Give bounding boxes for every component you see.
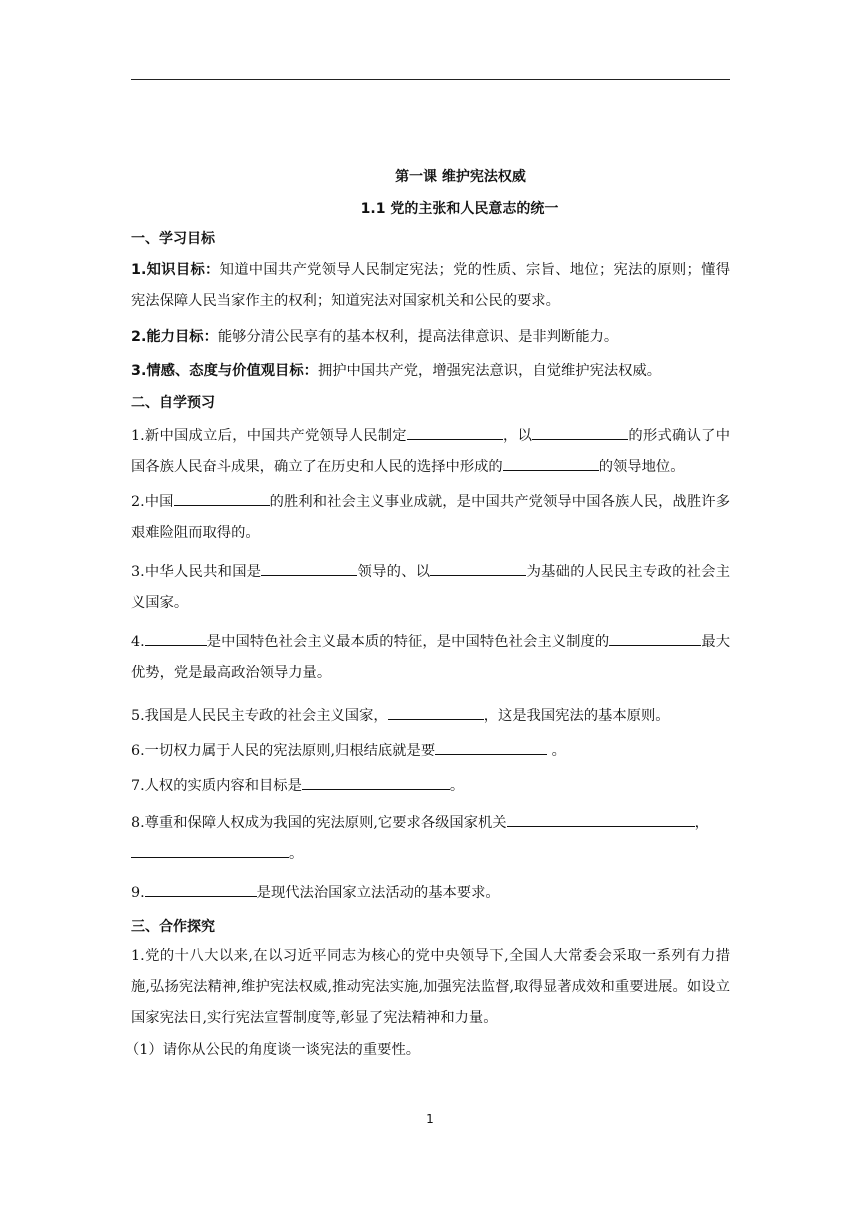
- q8-blank-1[interactable]: [507, 810, 695, 827]
- question-6: [131, 738, 730, 761]
- q8-blank-2[interactable]: [131, 841, 289, 858]
- question-4: [131, 627, 730, 689]
- q9-blank-1[interactable]: [145, 880, 257, 897]
- q1-blank-2[interactable]: [532, 423, 628, 440]
- question-1: [131, 421, 730, 483]
- q3-text-a: 3.中华人民共和国是: [131, 564, 262, 580]
- q1-text-a: 1.新中国成立后，中国共产党领导人民制定: [131, 428, 407, 444]
- heading-learning-goals: 一、学习目标: [131, 231, 215, 247]
- goal-values: [131, 361, 730, 381]
- q9-text-b: 是现代法治国家立法活动的基本要求。: [256, 885, 500, 901]
- q4-blank-1[interactable]: [145, 629, 207, 646]
- q2-text-b: 的胜利和社会主义事业成就，是中国共产党领导中国各族人民，战胜许多艰难险阻而取得的。: [131, 494, 730, 541]
- header-rule: [131, 79, 730, 80]
- heading-self-study: 二、自学预习: [131, 395, 215, 411]
- goal-ability-text: 能够分清公民享有的基本权利，提高法律意识、是非判断能力。: [217, 329, 619, 345]
- q3-blank-1[interactable]: [261, 559, 357, 576]
- q4-text-a: 4.: [131, 634, 145, 650]
- q7-text-b: 。: [449, 778, 465, 794]
- question-7: [131, 773, 730, 796]
- inquiry-paragraph-1: 1.党的十八大以来,在以习近平同志为核心的党中央领导下,全国人大常委会采取一系列有力措施,弘扬宪法精神,维护宪法权威,推动宪法实施,加强宪法监督,取得显著成效和重要进展。如设立国家宪法日,实行宪法宣誓制度等,彰显了宪法精神和力量。: [131, 948, 730, 1026]
- q1-text-c: 的形式确认了中国各族人民奋斗成果，确立了在历史和人民的选择中形成的: [131, 428, 731, 475]
- document-body: [125, 160, 731, 1066]
- q3-text-b: 领导的、以: [357, 564, 431, 580]
- q2-blank-1[interactable]: [174, 489, 270, 506]
- q7-blank-1[interactable]: [302, 773, 450, 790]
- q8-text-a: 8.尊重和保障人权成为我国的宪法原则,它要求各级国家机关: [131, 815, 507, 831]
- q3-blank-2[interactable]: [430, 559, 526, 576]
- q9-text-a: 9.: [131, 885, 145, 901]
- q3-text-c: 为基础的人民民主专政的社会主义国家。: [131, 564, 731, 611]
- q5-text-a: 5.我国是人民民主专政的社会主义国家，: [131, 708, 388, 724]
- question-5: [131, 703, 730, 726]
- page-number: 1: [426, 1112, 434, 1126]
- q4-text-b: 是中国特色社会主义最本质的特征，是中国特色社会主义制度的: [206, 634, 610, 650]
- goal-values-text: 拥护中国共产党，增强宪法意识，自觉维护宪法权威。: [317, 363, 662, 379]
- q4-blank-2[interactable]: [609, 629, 701, 646]
- question-2: [131, 487, 730, 549]
- q1-blank-1[interactable]: [407, 423, 503, 440]
- q5-text-b: ，这是我国宪法的基本原则。: [483, 708, 670, 724]
- lesson-title: 第一课 维护宪法权威: [395, 169, 526, 185]
- goal-values-label: 3.情感、态度与价值观目标：: [131, 363, 318, 379]
- heading-cooperative-inquiry: 三、合作探究: [131, 919, 215, 935]
- q1-text-d: 的领导地位。: [598, 459, 685, 475]
- inquiry-question-1: （1）请你从公民的角度谈一谈宪法的重要性。: [125, 1042, 421, 1058]
- q6-blank-1[interactable]: [435, 738, 547, 755]
- question-9: [131, 880, 730, 903]
- goal-ability-label: 2.能力目标：: [131, 329, 218, 345]
- question-3: [131, 557, 730, 619]
- q5-blank-1[interactable]: [388, 703, 484, 720]
- q4-text-c: 最大优势，党是最高政治领导力量。: [131, 634, 731, 681]
- q8-text-b: ，: [694, 815, 709, 831]
- section-subtitle: 1.1 党的主张和人民意志的统一: [360, 201, 559, 217]
- q8-text-c: 。: [289, 846, 304, 862]
- q1-blank-3[interactable]: [503, 454, 599, 471]
- goal-knowledge-text: 知道中国共产党领导人民制定宪法；党的性质、宗旨、地位；宪法的原则；懂得宪法保障人民当家作主的权利；知道宪法对国家机关和公民的要求。: [131, 262, 730, 309]
- q7-text-a: 7.人权的实质内容和目标是: [131, 778, 302, 794]
- q6-text-b: 。: [547, 743, 566, 759]
- goal-knowledge-label: 1.知识目标：: [131, 262, 220, 278]
- question-8: [131, 808, 730, 870]
- q1-text-b: ，以: [502, 428, 533, 444]
- goal-ability: [131, 327, 730, 347]
- goal-knowledge: [131, 255, 730, 317]
- q6-text-a: 6.一切权力属于人民的宪法原则,归根结底就是要: [131, 743, 436, 759]
- q2-text-a: 2.中国: [131, 494, 174, 510]
